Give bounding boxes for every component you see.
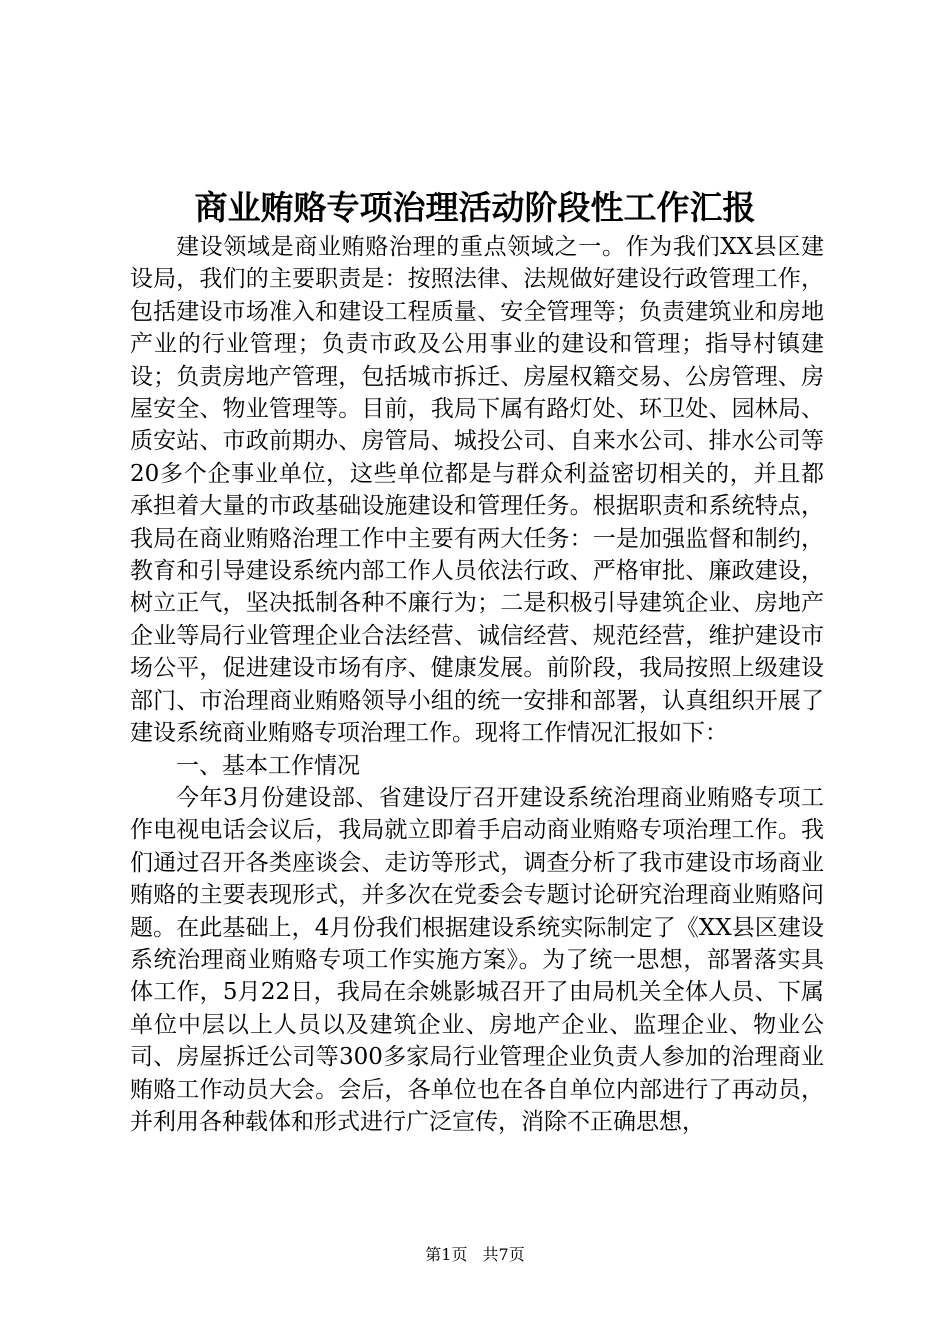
document-title: 商业贿赂专项治理活动阶段性工作汇报 <box>194 188 756 227</box>
document-body <box>130 231 824 1138</box>
page-footer <box>0 1245 950 1265</box>
section-heading: 一、基本工作情况 <box>176 752 360 779</box>
paragraph-basic-work: 今年3月份建设部、省建设厅召开建设系统治理商业贿赂专项工作电视电话会议后，我局就立即着手启动商业贿赂专项治理工作。我们通过召开各类座谈会、走访等形式，调查分析了我市建设市场商业贿赂的主要表现形式，并多次在党委会专题讨论研究治理商业贿赂问题。在此基础上，4月份我们根据建设系统实际制定了《XX县区建设系统治理商业贿赂专项工作实施方案》。为了统一思想，部署落实具体工作，5月22日，我局在余姚影城召开了由局机关全体人员、下属单位中层以上人员以及建筑企业、房地产企业、监理企业、物业公司、房屋拆迁公司等300多家局行业管理企业负责人参加的治理商业贿赂工作动员大会。会后，各单位也在各自单位内部进行了再动员，并利用各种载体和形式进行广泛宣传，消除不正确思想， <box>130 784 824 1135</box>
page-number-total: 共7页 <box>482 1245 525 1264</box>
page-number-current: 第1页 <box>425 1245 468 1264</box>
paragraph-intro: 建设领域是商业贿赂治理的重点领域之一。作为我们XX县区建设局，我们的主要职责是：按照法律、法规做好建设行政管理工作，包括建设市场准入和建设工程质量、安全管理等；负责建筑业和房地产业的行业管理；负责市政及公用事业的建设和管理；指导村镇建设；负责房地产管理，包括城市拆迁、房屋权籍交易、公房管理、房屋安全、物业管理等。目前，我局下属有路灯处、环卫处、园林局、质安站、市政前期办、房管局、城投公司、自来水公司、排水公司等20多个企事业单位，这些单位都是与群众利益密切相关的，并且都承担着大量的市政基础设施建设和管理任务。根据职责和系统特点，我局在商业贿赂治理工作中主要有两大任务：一是加强监督和制约，教育和引导建设系统内部工作人员依法行政、严格审批、廉政建设，树立正气，坚决抵制各种不廉行为；二是积极引导建筑企业、房地产企业等局行业管理企业合法经营、诚信经营、规范经营，维护建设市场公平，促进建设市场有序、健康发展。前阶段，我局按照上级建设部门、市治理商业贿赂领导小组的统一安排和部署，认真组织开展了建设系统商业贿赂专项治理工作。现将工作情况汇报如下： <box>130 234 824 747</box>
